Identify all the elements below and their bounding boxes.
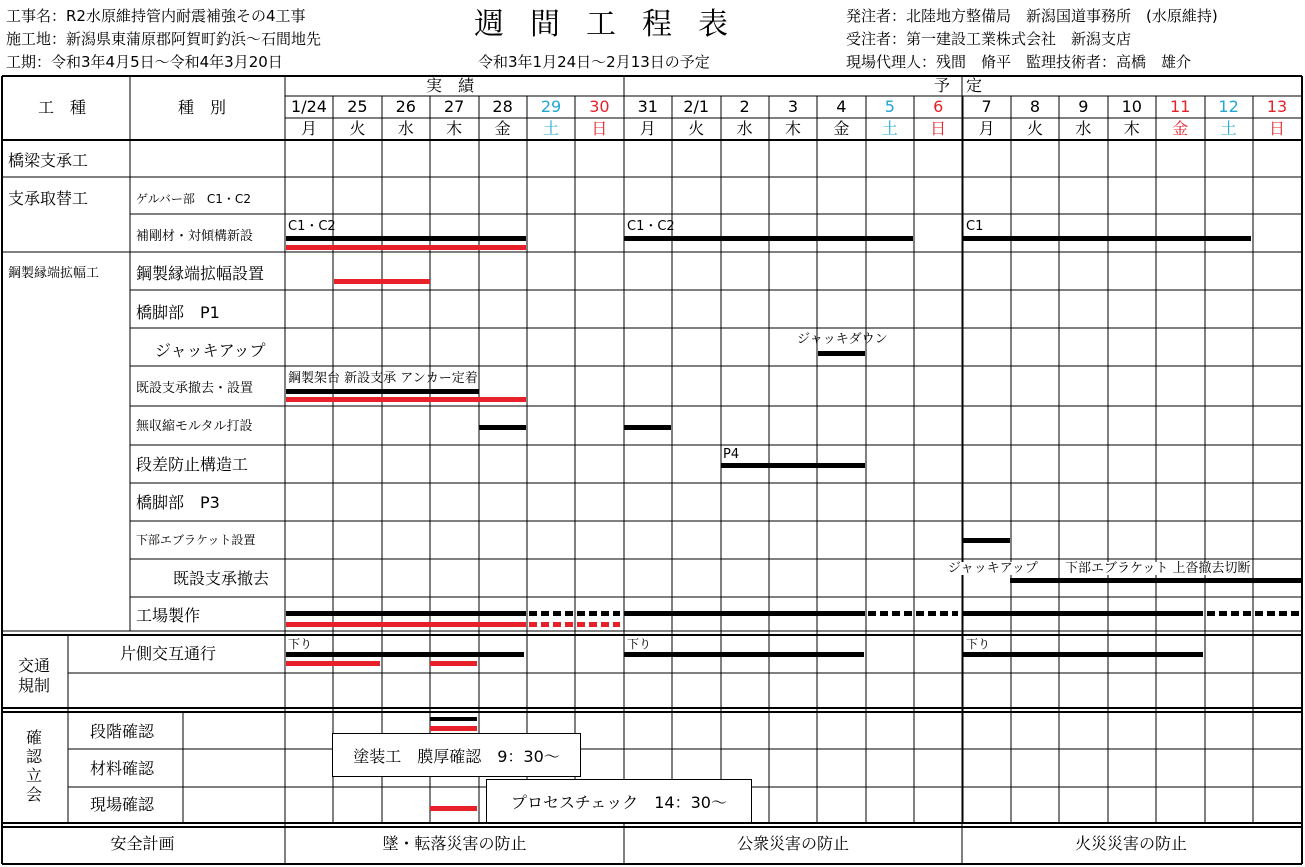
- bar-plan-factory-dash: [541, 611, 549, 616]
- row-category-step-prevention: 段差防止構造工: [136, 455, 249, 474]
- weekday-10: 木: [784, 119, 801, 138]
- bar-plan-factory-dash: [589, 611, 597, 616]
- row-category-bearing-remove: 既設支承撤去: [173, 569, 270, 588]
- inspection-stage: 段階確認: [90, 722, 155, 741]
- weekday-4: 金: [494, 119, 511, 138]
- date-15: 8: [1029, 97, 1041, 116]
- weekday-9: 水: [736, 119, 753, 138]
- bar-actual-inspect-site: [430, 806, 477, 811]
- bar-plan-bracket: [962, 538, 1010, 543]
- bar-plan-factory-dash-3: [1243, 611, 1251, 616]
- site-location: 施工地：新潟県東蒲原郡阿賀町釣浜～石間地先: [6, 30, 322, 48]
- weekday-17: 木: [1123, 119, 1140, 138]
- inspection-material: 材料確認: [90, 759, 155, 778]
- col-header-type: 工 種: [38, 98, 87, 117]
- col-header-actual: 実 績: [426, 76, 475, 95]
- bar-actual-steel-edge: [334, 279, 430, 284]
- bar-plan-factory: [286, 611, 526, 616]
- date-10: 3: [787, 97, 799, 116]
- bar-actual-factory-dash: [613, 622, 620, 627]
- row-category-pier-p1: 橋脚部 P1: [136, 303, 220, 322]
- note-c1c2-plan: C1・C2: [627, 219, 675, 234]
- date-3: 27: [444, 97, 465, 116]
- bar-plan-factory-dash: [553, 611, 561, 616]
- bar-plan-factory-dash-3: [1231, 611, 1239, 616]
- project-name: 工事名：R2水原維持管内耐震補強その4工事: [6, 7, 306, 25]
- date-1: 25: [347, 97, 368, 116]
- col-header-category: 種 別: [178, 98, 227, 117]
- note-down-2: 下り: [627, 637, 652, 651]
- date-11: 4: [836, 97, 847, 116]
- client: 発注者：北陸地方整備局 新潟国道事務所 (水原維持): [846, 7, 1218, 25]
- date-18: 11: [1170, 97, 1191, 116]
- note-c1c2-actual: C1・C2: [288, 219, 336, 234]
- bar-plan-factory-dash-3: [1207, 611, 1215, 616]
- bar-plan-factory-dash-2: [868, 611, 876, 616]
- bar-actual-factory-dash: [577, 622, 585, 627]
- bar-plan-factory-dash-2: [928, 611, 936, 616]
- bar-plan-factory-dash-2: [880, 611, 888, 616]
- safety-label: 安全計画: [110, 834, 175, 853]
- date-17: 10: [1121, 97, 1142, 116]
- row-category-bracket: 下部エブラケット設置: [136, 533, 256, 547]
- inspection-note-coating: 塗装工 膜厚確認 9：30～: [332, 733, 581, 777]
- weekday-18: 金: [1172, 119, 1189, 138]
- bar-plan-traffic-3: [962, 652, 1203, 657]
- note-p4: P4: [723, 447, 740, 462]
- bar-plan-inspect-stage: [430, 717, 477, 721]
- bar-plan-factory-dash-3: [1219, 611, 1227, 616]
- bar-actual-stiffener: [286, 245, 526, 250]
- bar-plan-traffic-2: [624, 652, 864, 657]
- weekday-7: 月: [639, 119, 656, 138]
- note-bracket-cut: 下部エブラケット 上沓撤去切断: [1065, 561, 1251, 576]
- inspection-note-process: プロセスチェック 14：30～: [486, 779, 752, 823]
- row-category-bearing-remove-install: 既設支承撤去・設置: [136, 381, 254, 396]
- bar-plan-jack-down: [818, 351, 865, 356]
- site-agent: 現場代理人：残間 脩平 監理技術者：高橋 雄介: [846, 53, 1192, 71]
- bar-plan-traffic: [286, 652, 524, 657]
- bar-actual-factory: [286, 622, 526, 627]
- row-category-stiffener: 補剛材・対傾構新設: [136, 229, 254, 244]
- bar-plan-mortar: [479, 425, 526, 430]
- bar-plan-factory-dash-2: [952, 611, 958, 616]
- bar-actual-factory-dash: [553, 622, 561, 627]
- inspection-group-label: 確認立会: [26, 728, 43, 804]
- bar-plan-factory-3: [962, 611, 1203, 616]
- bar-plan-factory-dash-2: [892, 611, 900, 616]
- row-category-factory: 工場製作: [136, 606, 201, 625]
- row-type-bridge-bearing: 橋梁支承工: [8, 151, 89, 170]
- weekday-3: 木: [446, 119, 463, 138]
- traffic-item-one-side: 片側交互通行: [120, 644, 217, 663]
- date-8: 2/1: [683, 97, 710, 116]
- bar-plan-factory-dash-2: [940, 611, 948, 616]
- bar-actual-bearing: [286, 397, 526, 402]
- note-jack-up: ジャッキアップ: [948, 561, 1038, 576]
- traffic-group-label: 交通規制: [18, 656, 51, 695]
- row-category-steel-edge-install: 鋼製縁端拡幅設置: [136, 264, 265, 283]
- note-jack-down: ジャッキダウン: [797, 332, 888, 347]
- date-0: 1/24: [291, 97, 327, 116]
- weekday-5: 土: [542, 119, 559, 138]
- weekday-19: 土: [1220, 119, 1237, 138]
- weekday-15: 火: [1026, 119, 1043, 138]
- date-9: 2: [739, 97, 750, 116]
- date-14: 7: [981, 97, 992, 116]
- row-type-steel-edge: 鋼製縁端拡幅工: [8, 266, 100, 281]
- bar-plan-factory-dash-3: [1291, 611, 1299, 616]
- bar-plan-stiffener-2: [624, 236, 913, 241]
- bar-actual-traffic-2: [430, 661, 477, 666]
- bar-actual-factory-dash: [565, 622, 573, 627]
- row-category-jack-up: ジャッキアップ: [155, 341, 266, 360]
- bar-plan-factory-2: [624, 611, 865, 616]
- bar-plan-bearing-remove: [1010, 578, 1302, 583]
- weekday-6: 日: [591, 119, 608, 138]
- bar-plan-factory-dash-2: [916, 611, 924, 616]
- bar-actual-factory-dash: [541, 622, 549, 627]
- date-5: 29: [540, 97, 562, 116]
- bar-actual-factory-dash: [589, 622, 597, 627]
- row-type-bearing-replace: 支承取替工: [8, 189, 89, 208]
- weekday-12: 土: [881, 119, 898, 138]
- weekday-16: 水: [1075, 119, 1092, 138]
- bar-plan-factory-dash-3: [1255, 611, 1263, 616]
- note-steel-anchor: 鋼製架台 新設支承 アンカー定着: [288, 371, 478, 386]
- safety-week-1: 墜・転落災害の防止: [382, 834, 527, 853]
- bar-plan-stiffener: [286, 236, 526, 241]
- contractor: 受注者：第一建設工業株式会社 新潟支店: [846, 30, 1132, 48]
- schedule-range: 令和3年1月24日～2月13日の予定: [478, 53, 710, 71]
- weekday-2: 水: [397, 119, 414, 138]
- weekday-0: 月: [300, 119, 317, 138]
- weekday-14: 月: [978, 119, 995, 138]
- bar-plan-factory-dash: [577, 611, 585, 616]
- bar-plan-bearing: [286, 389, 479, 394]
- note-down-3: 下り: [966, 637, 991, 651]
- bar-actual-inspect-stage: [430, 726, 477, 731]
- row-category-pier-p3: 橋脚部 P3: [136, 493, 220, 512]
- bar-actual-traffic: [286, 661, 380, 666]
- bar-actual-factory-dash: [529, 622, 537, 627]
- date-4: 28: [492, 97, 513, 116]
- work-period: 工期：令和3年4月5日～令和4年3月20日: [6, 53, 283, 71]
- note-c1-plan: C1: [966, 219, 984, 234]
- date-19: 12: [1218, 97, 1239, 116]
- safety-week-3: 火災災害の防止: [1074, 834, 1187, 853]
- row-category-gerber: ゲルバー部 C1・C2: [136, 192, 251, 206]
- date-16: 9: [1078, 97, 1089, 116]
- bar-plan-factory-dash: [565, 611, 573, 616]
- bar-plan-factory-dash: [613, 611, 620, 616]
- note-down-1: 下り: [288, 637, 313, 651]
- safety-week-2: 公衆災害の防止: [736, 834, 849, 853]
- weekday-1: 火: [349, 119, 366, 138]
- bar-plan-factory-dash-3: [1279, 611, 1287, 616]
- bar-plan-factory-dash: [601, 611, 609, 616]
- date-13: 6: [933, 97, 944, 116]
- col-header-planned: 予 定: [934, 76, 983, 95]
- date-20: 13: [1266, 97, 1288, 116]
- bar-plan-stiffener-3: [962, 236, 1251, 241]
- date-7: 31: [637, 97, 658, 116]
- bar-plan-factory-dash: [529, 611, 537, 616]
- bar-plan-mortar-2: [624, 425, 671, 430]
- weekday-13: 日: [930, 119, 947, 138]
- page-title: 週間工程表: [474, 7, 754, 42]
- row-category-mortar: 無収縮モルタル打設: [136, 419, 253, 434]
- bar-plan-step: [721, 463, 865, 468]
- bar-plan-factory-dash-3: [1267, 611, 1275, 616]
- weekday-11: 金: [833, 119, 850, 138]
- date-2: 26: [395, 97, 416, 116]
- date-6: 30: [589, 97, 610, 116]
- weekday-8: 火: [688, 119, 705, 138]
- bar-plan-factory-dash-2: [904, 611, 912, 616]
- inspection-site: 現場確認: [90, 795, 155, 814]
- weekday-20: 日: [1268, 119, 1285, 138]
- date-12: 5: [884, 97, 895, 116]
- bar-actual-factory-dash: [601, 622, 609, 627]
